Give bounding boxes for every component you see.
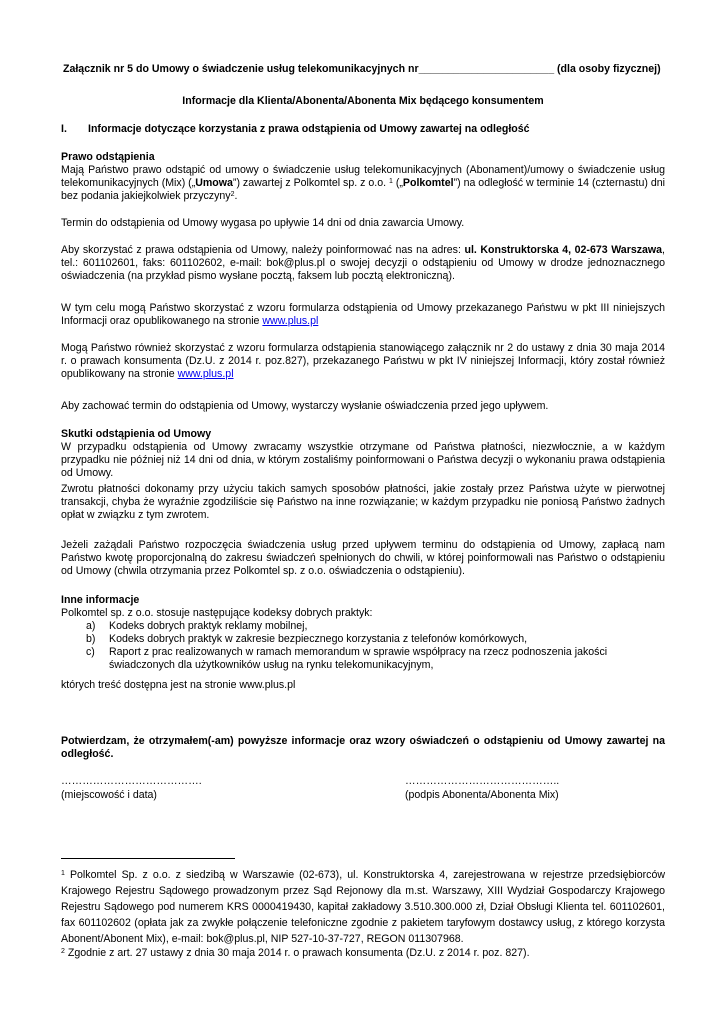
list-item-text: Kodeks dobrych praktyk w zakresie bezpiecznego korzystania z telefonów komórkowych,: [109, 633, 528, 645]
plus-website-link[interactable]: www.plus.pl: [177, 368, 234, 380]
list-item-marker: b): [86, 633, 96, 645]
effects-paragraph-3: Jeżeli zażądali Państwo rozpoczęcia świadczenia usług przed upływem terminu do odstąpienia od Umowy, zapłacą nam Państwo kwotę proporcjonalną do zakresu świadczeń spełnionych do chwili, w której poinformowali nas Państwo o odstąpieniu od Umowy (chwila otrzymania przez Polkomtel sp. z o.o. oświadczenia o odstąpieniu).: [61, 539, 665, 577]
attachment-title: Załącznik nr 5 do Umowy o świadczenie usług telekomunikacyjnych nr_______________________ (dla osoby fizycznej): [63, 63, 661, 75]
codes-outro: których treść dostępna jest na stronie www.plus.pl: [61, 679, 296, 691]
document-subtitle: Informacje dla Klienta/Abonenta/Abonenta Mix będącego konsumentem: [182, 95, 544, 107]
withdrawal-right-paragraph-1: Mają Państwo prawo odstąpić od umowy o świadczenie usług telekomunikacyjnych (Abonament)/umowy o świadczenie usług telekomunikacyjnych (Mix) („Umowa”) zawartej z Polkomtel sp. z o.o. $^1$ („Polkomtel”) na odległość w terminie 14 (czternastu) dni bez podania jakiejkolwiek przyczyny$^2$.: [61, 164, 665, 202]
statutory-form-paragraph: Mogą Państwo również skorzystać z wzoru formularza odstąpienia stanowiącego załącznik nr 2 do ustawy z dnia 30 maja 2014 r. o prawach konsumenta (Dz.U. z 2014 r. poz.827), przekazanego Państwu w pkt IV niniejszej Informacji, który został również opublikowany na stronie www.plus.pl: [61, 342, 665, 380]
withdrawal-contact-paragraph: Aby skorzystać z prawa odstąpienia od Umowy, należy poinformować nas na adres: ul. Konstruktorska 4, 02-673 Warszawa, tel.: 601102601, faks: 601102602, e-mail: bok@plus.pl o swojej decyzji o odstąpieniu od Umowy w drodze jednoznacznego oświadczenia (na przykład pismo wysłane pocztą, faksem lub pocztą elektroniczną).: [61, 244, 665, 282]
plus-website-link[interactable]: www.plus.pl: [262, 315, 319, 327]
codes-intro: Polkomtel sp. z o.o. stosuje następujące kodeksy dobrych praktyk:: [61, 607, 373, 619]
list-item: [61, 646, 665, 672]
place-date-label: (miejscowość i data): [61, 789, 157, 801]
effects-paragraph-1: W przypadku odstąpienia od Umowy zwracamy wszystkie otrzymane od Państwa płatności, niezwłocznie, a w każdym przypadku nie później niż 14 dni od dnia, w którym zostaliśmy poinformowani o Państwa decyzji o wykonaniu prawa odstąpienia od Umowy.: [61, 441, 665, 479]
footnote-separator: [61, 858, 235, 859]
list-item-text: Kodeks dobrych praktyk reklamy mobilnej,: [109, 620, 308, 632]
codes-list: [61, 620, 665, 672]
footnote-ref-2: 2: [230, 191, 235, 198]
withdrawal-form-paragraph: W tym celu mogą Państwo skorzystać z wzoru formularza odstąpienia od Umowy przekazanego Państwu w pkt III niniejszych Informacji oraz opublikowanego na stronie www.plus.pl: [61, 302, 665, 327]
footnote-1-marker: 1: [61, 870, 65, 877]
confirmation-statement: Potwierdzam, że otrzymałem(-am) powyższe informacje oraz wzory oświadczeń o odstąpieniu od Umowy zawartej na odległość.: [61, 735, 665, 760]
effects-paragraph-2: Zwrotu płatności dokonamy przy użyciu takich samych sposobów płatności, jakie zostały przez Państwa użyte w pierwotnej transakcji, chyba że wyraźnie zgodziliście się Państwo na inne rozwiązanie; w każdym przypadku nie poniosą Państwo żadnych opłat w związku z tym zwrotem.: [61, 483, 665, 521]
section-1-title: Informacje dotyczące korzystania z prawa odstąpienia od Umowy zawartej na odległość: [88, 123, 530, 135]
list-item-text: Raport z prac realizowanych w ramach memorandum w sprawie współpracy na rzecz podnoszenia jakości świadczonych dla użytkowników usług na rynku telekomunikacyjnym,: [109, 646, 608, 671]
list-item: [61, 620, 665, 633]
list-item-marker: a): [86, 620, 96, 632]
place-date-dots: ………………………………….: [61, 775, 202, 787]
list-item: [61, 633, 665, 646]
footnote-2-marker: 2: [61, 948, 65, 955]
signature-dots: ……………………………………..: [405, 775, 560, 787]
withdrawal-right-heading: Prawo odstąpienia: [61, 151, 155, 163]
list-item-marker: c): [86, 646, 95, 658]
footnote-2: $^2$ Zgodnie z art. 27 ustawy z dnia 30 maja 2014 r. o prawach konsumenta (Dz.U. z 2014 r. poz. 827).: [61, 947, 530, 959]
deadline-keeping-paragraph: Aby zachować termin do odstąpienia od Umowy, wystarczy wysłanie oświadczenia przed jego upływem.: [61, 400, 549, 412]
withdrawal-deadline-paragraph: Termin do odstąpienia od Umowy wygasa po upływie 14 dni od dnia zawarcia Umowy.: [61, 217, 465, 229]
footnote-ref-1: 1: [389, 178, 393, 185]
footnote-1: $^1$ Polkomtel Sp. z o.o. z siedzibą w Warszawie (02-673), ul. Konstruktorska 4, zarejestrowana w rejestrze przedsiębiorców Krajowego Rejestru Sądowego prowadzonym przez Sąd Rejonowy dla m.st. Warszawy, XIII Wydział Gospodarczy Krajowego Rejestru Sądowego pod numerem KRS 0000419430, kapitał zakładowy 3.510.300.000 zł, Dział Obsługi Klienta tel. 601102601, fax 601102602 (opłata jak za zwykłe połączenie telefoniczne zgodnie z pakietem taryfowym dostawcy usług, z którego korzysta Abonent/Abonent Mix), e-mail: bok@plus.pl, NIP 527-10-37-727, REGON 011307968.: [61, 869, 665, 945]
signature-label: (podpis Abonenta/Abonenta Mix): [405, 789, 559, 801]
other-info-heading: Inne informacje: [61, 594, 140, 606]
effects-heading: Skutki odstąpienia od Umowy: [61, 428, 212, 440]
section-1-number: I.: [61, 123, 67, 135]
section-1-heading: [61, 123, 665, 136]
